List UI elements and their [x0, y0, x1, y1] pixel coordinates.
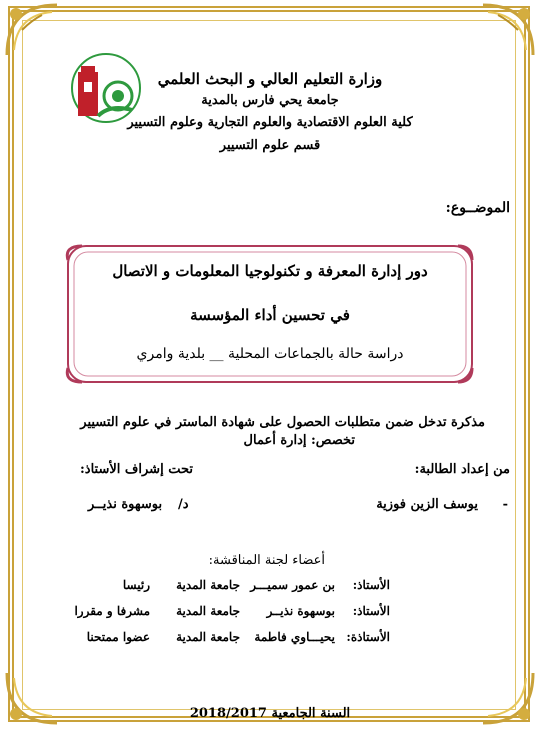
member-1-title: الأستاذ: — [352, 578, 390, 592]
supervisor-prefix: د/ — [178, 497, 189, 512]
member-2-name: بوسهوة نذيــر — [266, 604, 335, 618]
member-2-role: مشرفا و مقررا — [74, 604, 150, 618]
university-logo-icon — [70, 52, 142, 124]
department-name: قسم علوم التسيير — [219, 138, 321, 153]
student-dash: - — [502, 497, 508, 512]
title-line-1: دور إدارة المعرفة و تكنولوجيا المعلومات و الاتصال — [112, 262, 428, 280]
faculty-name: كلية العلوم الاقتصادية والعلوم التجارية وعلوم التسيير — [127, 115, 413, 130]
memo-line-2: تخصص: إدارة أعمال — [243, 433, 355, 448]
student-name: يوسف الزين فوزية — [376, 497, 478, 512]
supervisor-label: تحت إشراف الأستاذ: — [80, 462, 193, 477]
member-2-university: جامعة المدية — [176, 604, 240, 618]
member-1-name: بن عمور سميـــر — [250, 578, 335, 592]
ministry-name: وزارة التعليم العالي و البحث العلمي — [157, 70, 383, 88]
academic-year: السنة الجامعية 2018/2017 — [189, 706, 351, 721]
subject-label: الموضــوع: — [445, 200, 510, 216]
university-name: جامعة يحي فارس بالمدية — [201, 93, 339, 108]
corner-ornament-icon — [2, 0, 62, 60]
member-3-role: عضوا ممتحنا — [86, 630, 150, 644]
member-3-title: الأستاذة: — [346, 630, 390, 644]
member-1-university: جامعة المدية — [176, 578, 240, 592]
memo-line-1: مذكرة تدخل ضمن متطلبات الحصول على شهادة الماستر في علوم التسيير — [80, 415, 485, 430]
corner-ornament-icon — [478, 0, 538, 60]
member-2-title: الأستاذ: — [352, 604, 390, 618]
prepared-by-label: من إعداد الطالبة: — [414, 462, 510, 477]
supervisor-name: بوسهوة نذيــر — [88, 497, 163, 512]
title-line-3: دراسة حالة بالجماعات المحلية __ بلدية وامري — [136, 346, 404, 362]
member-1-role: رئيسا — [122, 578, 150, 592]
member-3-name: يحيـــاوي فاطمة — [254, 630, 335, 644]
committee-title: أعضاء لجنة المناقشة: — [208, 553, 325, 568]
title-line-2: في تحسين أداء المؤسسة — [190, 306, 350, 324]
member-3-university: جامعة المدية — [176, 630, 240, 644]
